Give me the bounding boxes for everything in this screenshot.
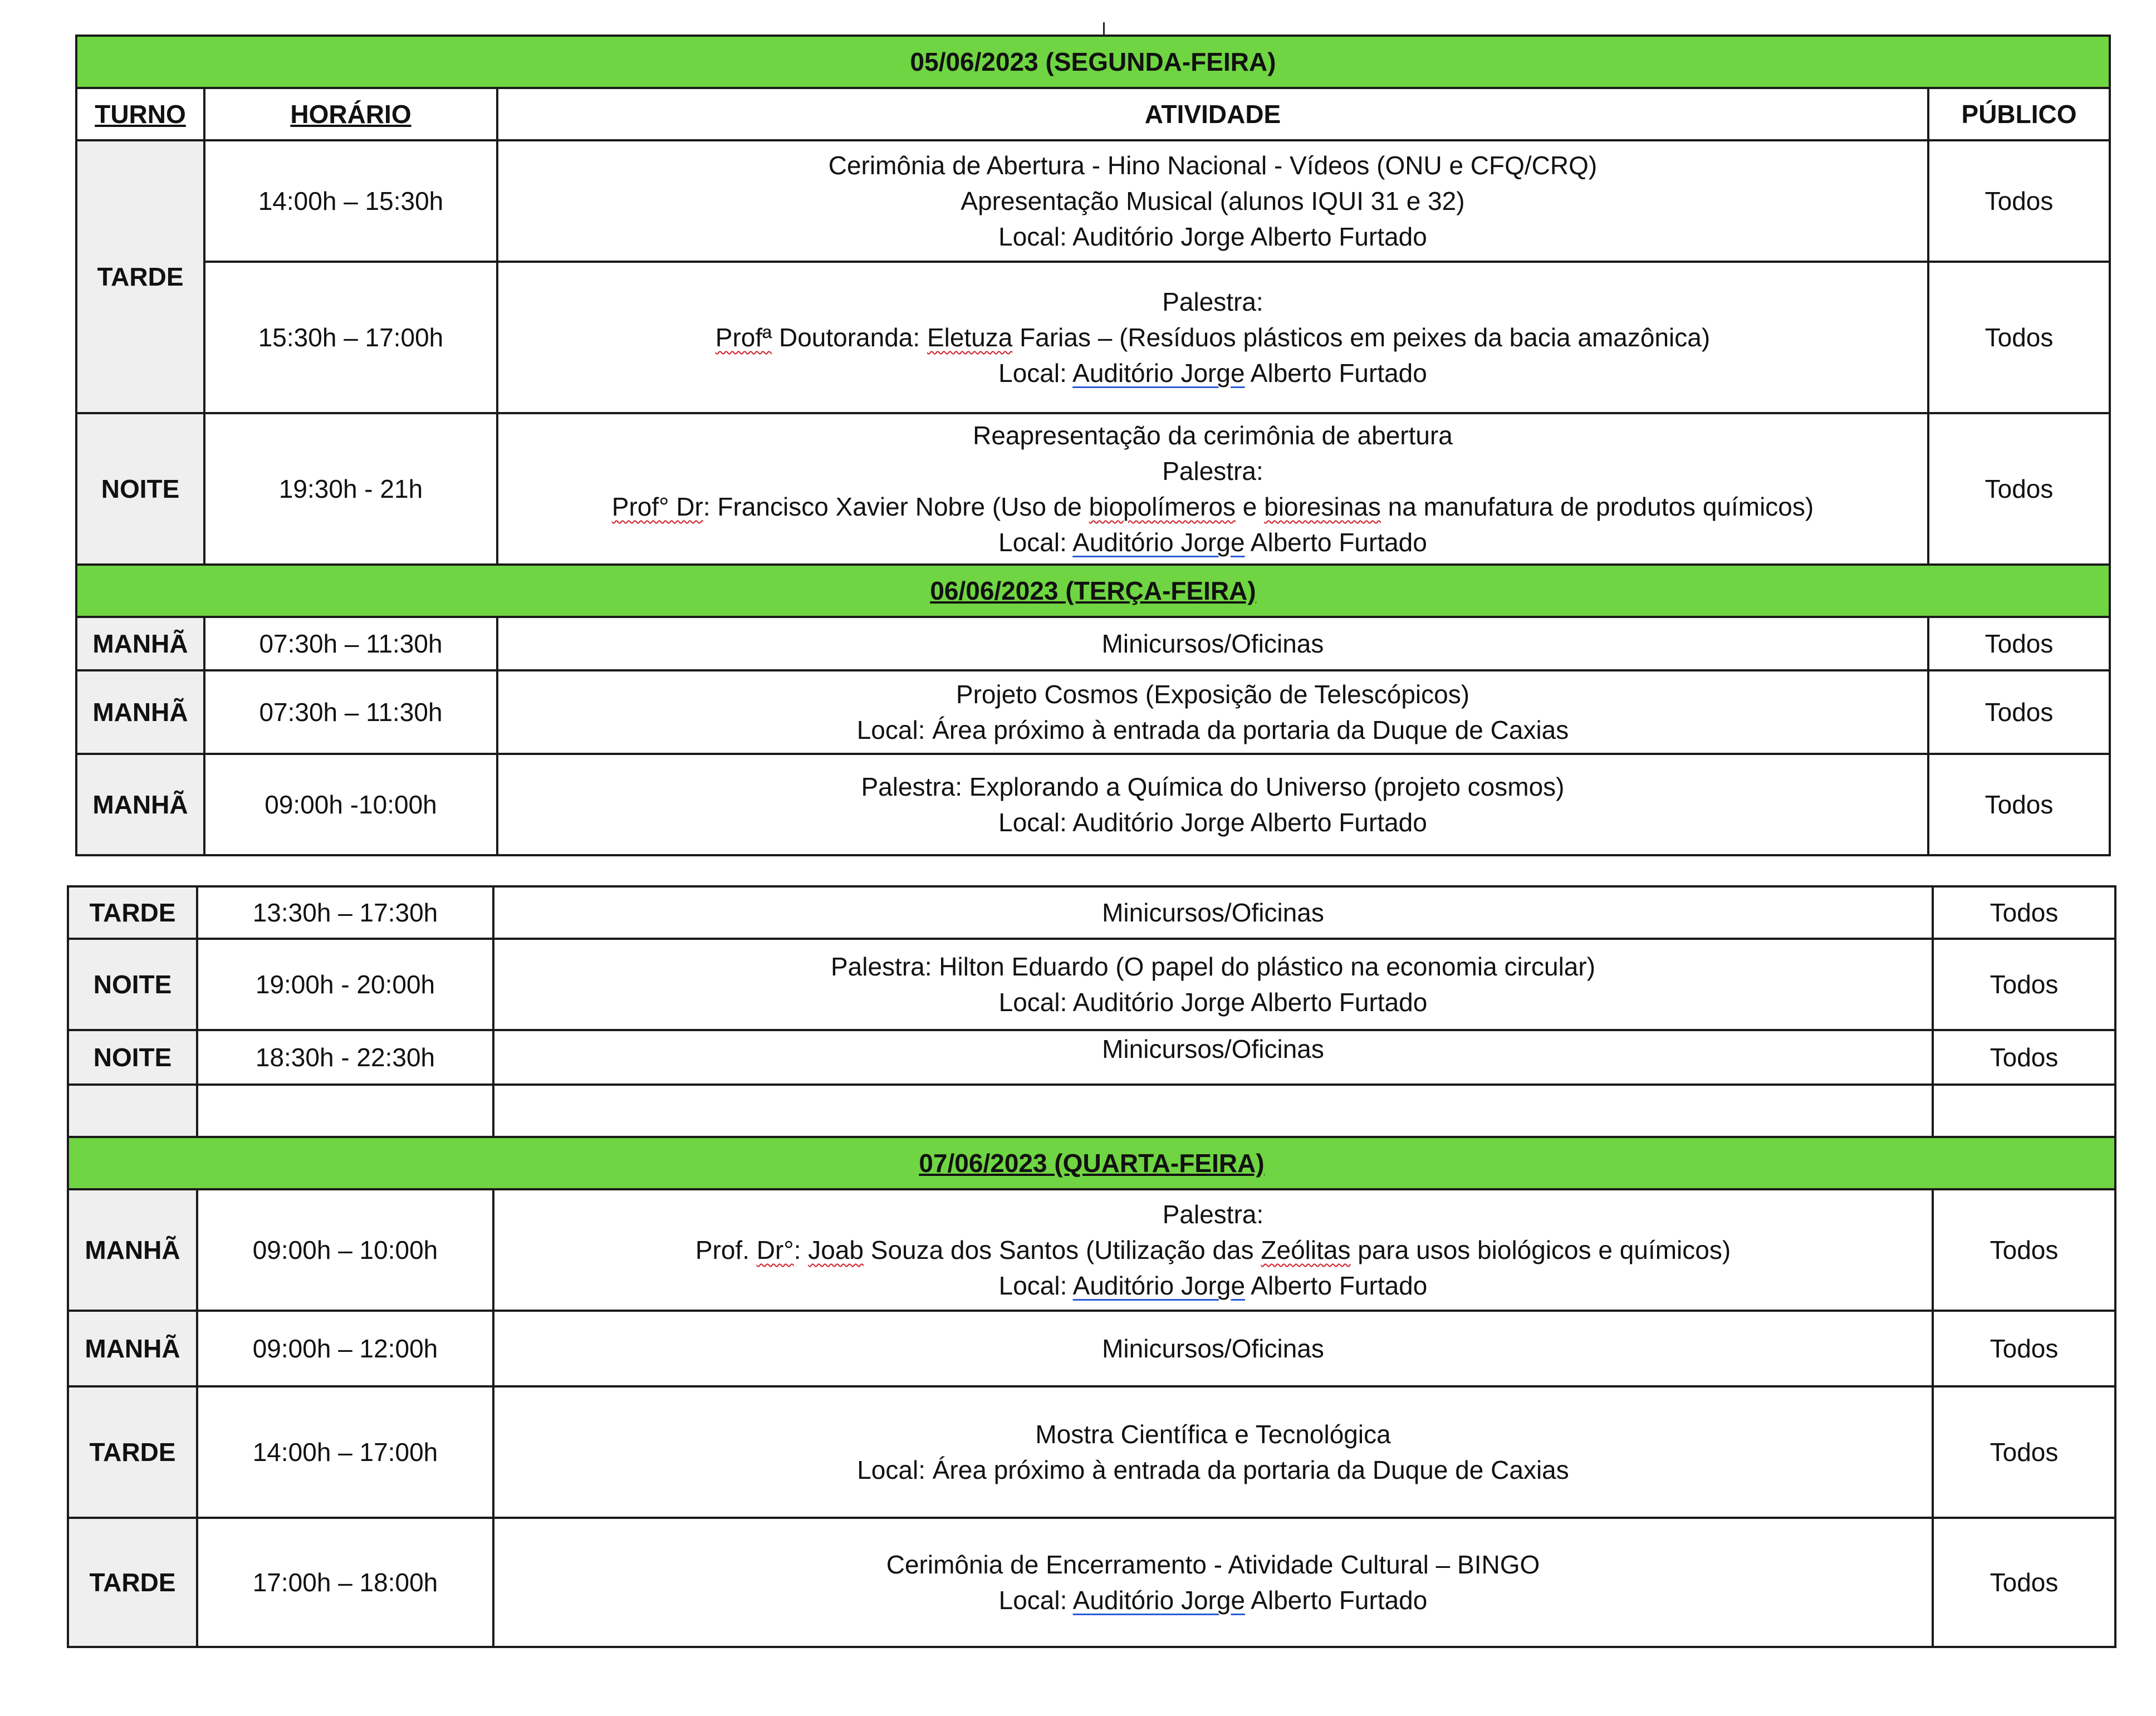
atividade-cell: Minicursos/Oficinas xyxy=(493,1030,1933,1085)
atividade-cell xyxy=(497,262,1928,413)
atividade-line: Projeto Cosmos (Exposição de Telescópicos) xyxy=(955,680,1470,709)
col-header-horario: HORÁRIO xyxy=(204,88,497,140)
turno-cell: TARDE xyxy=(68,1518,197,1647)
publico-cell: Todos xyxy=(1933,1386,2115,1518)
horario-cell: 13:30h – 17:30h xyxy=(197,886,493,939)
publico-cell: Todos xyxy=(1928,670,2110,754)
turno-cell: TARDE xyxy=(68,1386,197,1518)
turno-cell: MANHÃ xyxy=(68,1189,197,1311)
publico-cell: Todos xyxy=(1933,886,2115,939)
atividade-line: Palestra: xyxy=(1162,457,1263,486)
turno-cell: NOITE xyxy=(68,939,197,1030)
horario-cell: 19:00h - 20:00h xyxy=(197,939,493,1030)
atividade-line: Mostra Científica e Tecnológica xyxy=(1035,1420,1391,1449)
horario-cell: 07:30h – 11:30h xyxy=(204,617,497,670)
table-row xyxy=(76,617,2110,670)
atividade-cell: Minicursos/Oficinas xyxy=(493,886,1933,939)
table-row xyxy=(68,886,2115,939)
publico-cell: Todos xyxy=(1933,1189,2115,1311)
table-row xyxy=(68,1386,2115,1518)
table-row xyxy=(76,670,2110,754)
horario-cell: 09:00h – 12:00h xyxy=(197,1311,493,1386)
publico-cell: Todos xyxy=(1933,1030,2115,1085)
atividade-line: Local: Auditório Jorge Alberto Furtado xyxy=(998,528,1427,557)
atividade-cell xyxy=(493,1386,1933,1518)
location-link[interactable]: Auditório Jorge xyxy=(1072,1271,1246,1300)
table-row xyxy=(76,754,2110,855)
schedule-table-part-2 xyxy=(67,885,2116,1648)
page-marker xyxy=(1103,22,1105,35)
publico-cell: Todos xyxy=(1928,140,2110,262)
horario-cell xyxy=(197,1085,493,1137)
atividade-cell xyxy=(493,1189,1933,1311)
atividade-cell: Minicursos/Oficinas xyxy=(497,617,1928,670)
turno-cell: TARDE xyxy=(68,886,197,939)
atividade-line: Prof. Dr°: Joab Souza dos Santos (Utilização das Zeólitas para usos biológicos e químicos) xyxy=(695,1235,1731,1264)
publico-cell: Todos xyxy=(1928,617,2110,670)
table-row xyxy=(68,1518,2115,1647)
location-link[interactable]: Auditório Jorge xyxy=(1072,1586,1246,1615)
day-header-0606: 06/06/2023 (TERÇA-FEIRA) xyxy=(76,565,2110,617)
col-header-publico: PÚBLICO xyxy=(1928,88,2110,140)
table-row xyxy=(68,1189,2115,1311)
atividade-cell xyxy=(497,754,1928,855)
table-row xyxy=(68,1030,2115,1085)
turno-cell: NOITE xyxy=(68,1030,197,1085)
publico-cell: Todos xyxy=(1933,1311,2115,1386)
atividade-cell xyxy=(493,939,1933,1030)
atividade-line: Local: Auditório Jorge Alberto Furtado xyxy=(998,359,1427,388)
atividade-line: Local: Auditório Jorge Alberto Furtado xyxy=(998,988,1428,1017)
atividade-line: Cerimônia de Abertura - Hino Nacional - Vídeos (ONU e CFQ/CRQ) xyxy=(828,151,1598,180)
atividade-cell xyxy=(497,670,1928,754)
horario-cell: 18:30h - 22:30h xyxy=(197,1030,493,1085)
atividade-line: Local: Auditório Jorge Alberto Furtado xyxy=(998,1586,1428,1615)
publico-cell: Todos xyxy=(1933,1518,2115,1647)
publico-cell: Todos xyxy=(1928,262,2110,413)
day-header-0506: 05/06/2023 (SEGUNDA-FEIRA) xyxy=(76,36,2110,88)
horario-cell: 19:30h - 21h xyxy=(204,413,497,565)
horario-cell: 14:00h – 17:00h xyxy=(197,1386,493,1518)
turno-cell: MANHÃ xyxy=(68,1311,197,1386)
horario-cell: 17:00h – 18:00h xyxy=(197,1518,493,1647)
atividade-line: Local: Área próximo à entrada da portaria da Duque de Caxias xyxy=(856,715,1569,744)
atividade-line: Reapresentação da cerimônia de abertura xyxy=(973,421,1453,450)
atividade-cell xyxy=(493,1518,1933,1647)
location-link[interactable]: Auditório Jorge xyxy=(1072,528,1245,557)
horario-cell: 09:00h – 10:00h xyxy=(197,1189,493,1311)
turno-cell: MANHÃ xyxy=(76,754,204,855)
atividade-line: Profª Doutoranda: Eletuza Farias – (Resíduos plásticos em peixes da bacia amazônica) xyxy=(715,323,1711,352)
col-header-turno: TURNO xyxy=(76,88,204,140)
atividade-line: Prof° Dr: Francisco Xavier Nobre (Uso de biopolímeros e bioresinas na manufatura de produtos químicos) xyxy=(611,492,1814,521)
atividade-cell xyxy=(497,413,1928,565)
table-row xyxy=(68,939,2115,1030)
table-row xyxy=(76,262,2110,413)
turno-cell: TARDE xyxy=(76,140,204,413)
publico-cell: Todos xyxy=(1928,413,2110,565)
turno-cell: MANHÃ xyxy=(76,670,204,754)
schedule-table-part-1 xyxy=(75,35,2111,856)
location-link[interactable]: Auditório Jorge xyxy=(1072,359,1245,388)
atividade-line: Palestra: xyxy=(1162,287,1263,316)
horario-cell: 07:30h – 11:30h xyxy=(204,670,497,754)
col-header-atividade: ATIVIDADE xyxy=(497,88,1928,140)
atividade-line: Palestra: Hilton Eduardo (O papel do plástico na economia circular) xyxy=(830,952,1596,981)
table-row xyxy=(68,1311,2115,1386)
turno-cell xyxy=(68,1085,197,1137)
turno-cell: NOITE xyxy=(76,413,204,565)
publico-cell xyxy=(1933,1085,2115,1137)
atividade-line: Palestra: xyxy=(1162,1200,1264,1229)
empty-row xyxy=(68,1085,2115,1137)
atividade-line: Local: Auditório Jorge Alberto Furtado xyxy=(998,1271,1428,1300)
table-row xyxy=(76,140,2110,262)
atividade-line: Palestra: Explorando a Química do Universo (projeto cosmos) xyxy=(861,772,1565,801)
atividade-cell xyxy=(493,1085,1933,1137)
atividade-line: Local: Área próximo à entrada da portaria da Duque de Caxias xyxy=(857,1455,1569,1484)
atividade-line: Local: Auditório Jorge Alberto Furtado xyxy=(998,808,1427,837)
atividade-line: Local: Auditório Jorge Alberto Furtado xyxy=(998,222,1427,251)
atividade-cell xyxy=(497,140,1928,262)
day-header-0706: 07/06/2023 (QUARTA-FEIRA) xyxy=(68,1137,2115,1189)
atividade-cell: Minicursos/Oficinas xyxy=(493,1311,1933,1386)
turno-cell: MANHÃ xyxy=(76,617,204,670)
atividade-line: Apresentação Musical (alunos IQUI 31 e 32) xyxy=(961,187,1465,215)
atividade-line: Cerimônia de Encerramento - Atividade Cultural – BINGO xyxy=(886,1550,1540,1579)
table-row xyxy=(76,413,2110,565)
publico-cell: Todos xyxy=(1933,939,2115,1030)
horario-cell: 14:00h – 15:30h xyxy=(204,140,497,262)
horario-cell: 15:30h – 17:00h xyxy=(204,262,497,413)
horario-cell: 09:00h -10:00h xyxy=(204,754,497,855)
publico-cell: Todos xyxy=(1928,754,2110,855)
